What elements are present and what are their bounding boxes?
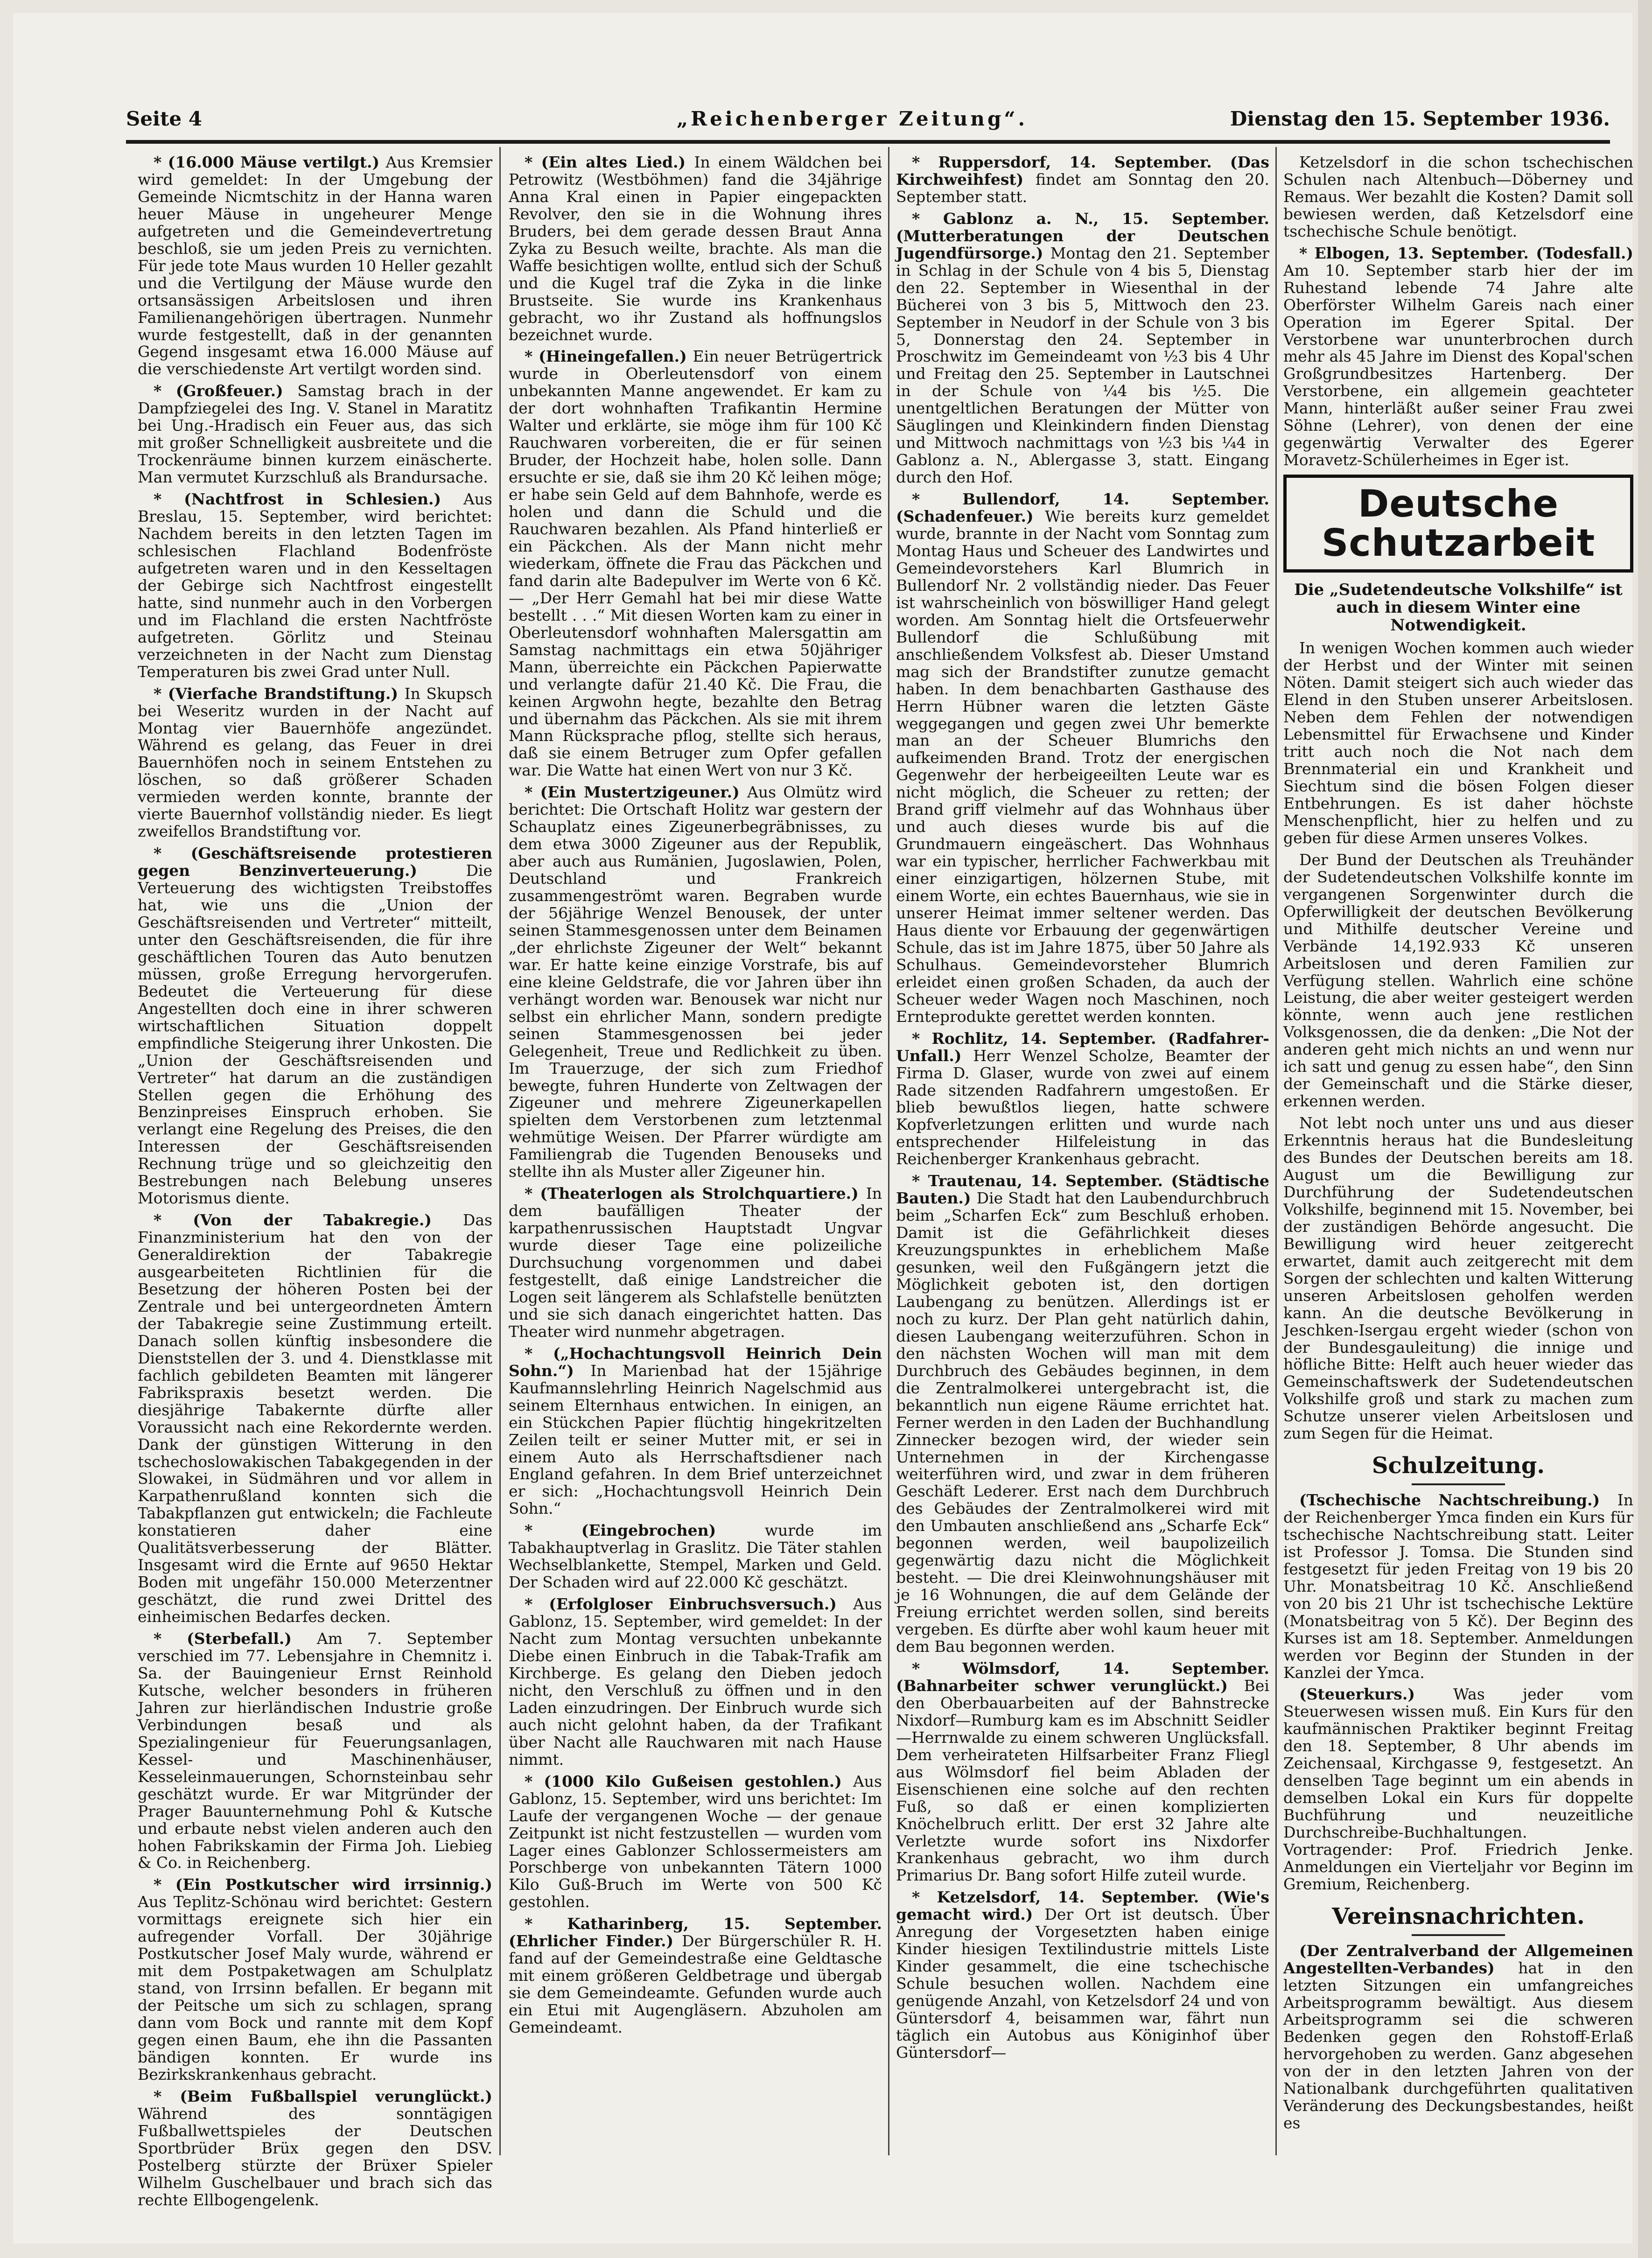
news-item: [1283, 1492, 1633, 1681]
news-item-title: * (Erfolgloser Einbruchsversuch.): [525, 1595, 853, 1614]
news-item-title: * Ruppersdorf, 14. September. (Das Kirchweihfest): [896, 153, 1269, 189]
news-item: [896, 1173, 1269, 1656]
news-item-text: findet am Sonntag den 20. September statt.: [896, 170, 1269, 206]
news-item: [509, 1185, 882, 1341]
news-item-title: * (Ein altes Lied.): [525, 153, 694, 171]
column-divider: [499, 147, 501, 2155]
schutzarbeit-text: [1283, 640, 1633, 1442]
news-item-text: Aus Breslau, 15. September, wird berichtet: Nachdem bereits in den letzten Tagen im schlesischen Flachland Bodenfröste aufgetreten waren und in den Kesseltagen der Gebirge sich Nachtfrost eingestellt hatte, sind nunmehr auch in den Vorbergen und im Flachland die ersten Nachtfröste aufgetreten. Görlitz und Steinau verzeichneten in der Nacht zum Dienstag Temperaturen bis zwei Grad unter Null.: [138, 490, 492, 681]
news-item-text: In der Reichenberger Ymca finden ein Kurs für tschechische Nachtschreibung statt. Leiter ist Professor J. Tomsa. Die Stunden sind festgesetzt für jeden Freitag von 19 bis 20 Uhr. Monatsbeitrag 10 Kč. Anschließend von 20 bis 21 Uhr ist tschechische Lektüre (Monatsbeitrag von 5 Kč). Der Beginn des Kurses ist am 18. September. Anmeldungen werden vor Beginn der Stunden in der Kanzlei der Ymca.: [1283, 1490, 1633, 1682]
news-item: [138, 845, 492, 1207]
news-item-text: In dem baufälligen Theater der karpathenrussischen Hauptstadt Ungvar wurde dieser Tage eine polizeiliche Durchsuchung vorgenommen und dabei festgestellt, daß einige Landstreicher die Logen seit längerem als Schlafstelle benützten und sie sich danach eingerichtet hatten. Das Theater wird nunmehr abgetragen.: [509, 1184, 882, 1341]
news-item-text: Bei den Oberbauarbeiten auf der Bahnstrecke Nixdorf—Rumburg kam es im Abschnitt Seidler—Herrnwalde zu einem schweren Unglücksfall. Dem verheirateten Hilfsarbeiter Franz Fliegl aus Wölmsdorf fiel beim Abladen der Eisenschienen eine solche auf den rechten Fuß, so daß er einen komplizierten Knöchelbruch erlitt. Der erst 32 Jahre alte Verletzte wurde sofort ins Nixdorfer Krankenhaus gebracht, wo ihm durch Primarius Dr. Bang sofort Hilfe zuteil wurde.: [896, 1676, 1269, 1885]
schutzarbeit-paragraph: In wenigen Wochen kommen auch wieder der Herbst und der Winter mit seinen Nöten. Damit steigert sich auch wieder das Elend in den Stuben unserer Arbeitslosen. Neben dem Fehlen der notwendigen Lebensmittel für Erwachsene und Kinder tritt auch noch die Not nach dem Brennmaterial ein und Krankheit und Siechtum sind die bösen Folgen dieser Entbehrungen. Es ist daher höchste Menschenpflicht, hier zu helfen und zu geben für diese Armen unseres Volkes.: [1283, 639, 1633, 847]
news-item: [509, 1915, 882, 2036]
news-item-text: In einem Wäldchen bei Petrowitz (Westböhmen) fand die 34jährige Anna Kral einen in Papier eingepackten Revolver, den sie in die Wohnung ihres Bruders, bei dem gerade dessen Braut Anna Zyka zu Besuch weilte, brachte. Als man die Waffe besichtigen wollte, entlud sich der Schuß und die Kugel traf die Zyka in die linke Brustseite. Sie wurde ins Krankenhaus gebracht, wo ihr Zustand als hoffnungslos bezeichnet wurde.: [509, 153, 882, 344]
news-item: [1283, 154, 1633, 240]
news-item-text: Herr Wenzel Scholze, Beamter der Firma D. Glaser, wurde von zwei auf einem Rade sitzenden Radfahrern umgestoßen. Er blieb bewußtlos liegen, hatte schwere Kopfverletzungen erlitten und wurde nach entsprechender Hilfeleistung in das Reichenberger Krankenhaus gebracht.: [896, 1046, 1269, 1168]
column-divider: [888, 147, 889, 2155]
news-item-text: In Marienbad hat der 15jährige Kaufmannslehrling Heinrich Nagelschmid aus seinem Elternhaus entwichen. In einigen, an ein Stückchen Papier flüchtig hingekritzelten Zeilen teilt er seiner Mutter mit, er sei in einem Auto als Herrschaftsdiener nach England gefahren. In dem Brief unterzeichnet er sich: „Hochachtungsvoll Heinrich Dein Sohn.“: [509, 1361, 882, 1518]
news-item: [138, 491, 492, 680]
page-number: Seite 4: [126, 107, 202, 130]
news-item-title: (Der Zentralverband der Allgemeinen Angestellten-Verbandes): [1283, 1941, 1633, 1977]
news-item-text: wurde im Tabakhauptverlag in Graslitz. Die Täter stahlen Wechselblankette, Stempel, Marken und Geld. Der Schaden wird auf 22.000 Kč geschätzt.: [509, 1521, 882, 1592]
news-item-title: * Gablonz a. N., 15. September. (Mutterberatungen der Deutschen Jugendfürsorge.): [896, 209, 1269, 262]
column-4: [1283, 154, 1633, 2160]
news-item-title: * (Von der Tabakregie.): [154, 1211, 463, 1230]
news-item-text: Wie bereits kurz gemeldet wurde, brannte in der Nacht vom Sonntag zum Montag Haus und Scheuer des Landwirtes und Gemeindevorstehers Karl Blumrich in Bullendorf Nr. 2 vollständig nieder. Das Feuer ist wahrscheinlich von böswilliger Hand gelegt worden. Am Sonntag hielt die Ortsfeuerwehr Bullendorf die Schlußübung mit anschließendem Volksfest ab. Dieser Umstand mag sich der Brandstifter zunutze gemacht haben. In dem benachbarten Gasthause des Herrn Hübner waren die letzten Gäste weggegangen und gegen zwei Uhr bemerkte man an der Scheuer Blumrichs den aufkeimenden Brand. Trotz der energischen Gegenwehr der herbeigeeilten Leute war es nicht möglich, die Scheuer zu retten; der Brand griff vielmehr auf das Wohnhaus über und auch dieses wurde bis auf die Grundmauern eingeäschert. Das Wohnhaus war ein typischer, herrlicher Fachwerkbau mit einer einzigartigen, hölzernen Stube, mit einem Worte, ein echtes Bauernhaus, wie sie in unserer Heimat immer seltener werden. Das Haus diente vor Erbauung der gegenwärtigen Schule, das ist im Jahre 1875, über 50 Jahre als Schulhaus. Gemeindevorsteher Blumrich erleidet einen großen Schaden, da auch der Scheuer weder Wagen noch Maschinen, noch Ernteprodukte gerettet werden konnten.: [896, 507, 1269, 1026]
vereinsnachrichten-heading: Vereinsnachrichten.: [1332, 1903, 1585, 1929]
schutzarbeit-paragraph: Der Bund der Deutschen als Treuhänder der Sudetendeutschen Volkshilfe konnte im vergangenen Sorgenwinter durch die Opferwilligkeit der deutschen Bevölkerung und Mithilfe deutscher Vereine und Verbände 14,192.933 Kč unseren Arbeitslosen und deren Familien zur Verfügung stellen. Wahrlich eine schöne Leistung, die aber weiter gesteigert werden könnte, wenn auch jene restlichen Volksgenossen, die da denken: „Die Not der anderen geht mich nichts an und wenn nur ich satt und genug zu essen habe“, den Sinn der Gemeinschaft und die Stärke dieser, erkennen werden.: [1283, 850, 1633, 1111]
news-item-title: * (Ein Mustertzigeuner.): [525, 783, 747, 802]
news-item-title: (Steuerkurs.): [1299, 1685, 1454, 1704]
schutzarbeit-subheading: Die „Sudetendeutsche Volkshilfe“ ist auch in diesem Winter eine Notwendigkeit.: [1294, 580, 1623, 635]
newspaper-title: „Reichenberger Zeitung“.: [677, 107, 1028, 130]
news-item-text: Ketzelsdorf in die schon tschechischen Schulen nach Altenbuch—Döberney und Remaus. Wer bezahlt die Kosten? Damit soll bewiesen werden, daß Ketzelsdorf eine tschechische Schule benötigt.: [1283, 153, 1633, 240]
page-header: [126, 107, 1610, 140]
news-item: [896, 1030, 1269, 1168]
news-item: [896, 210, 1269, 486]
news-item: [138, 1630, 492, 1872]
section-rule: [1412, 1934, 1505, 1936]
column-divider: [1275, 147, 1277, 2155]
news-item: [509, 154, 882, 343]
issue-date: Dienstag den 15. September 1936.: [1230, 107, 1610, 130]
news-item-title: * Trautenau, 14. September. (Städtische Bauten.): [896, 1172, 1269, 1208]
news-item: [509, 348, 882, 779]
header-rule: [126, 140, 1610, 144]
news-item: [138, 383, 492, 486]
news-item-title: * (Beim Fußballspiel verunglückt.): [154, 2087, 492, 2105]
news-item-text: Aus Gablonz, 15. September, wird gemeldet: In der Nacht zum Montag versuchten unbekannte Diebe einen Einbruch in die Tabak-Trafik am Kirchberge. Es gelang den Dieben jedoch nicht, den Verschluß zu öffnen und in den Laden einzudringen. Der Einbruch wurde sich auch nicht gelohnt haben, da der Trafikant über Nacht alle Rauchwaren mit nach Hause nimmt.: [509, 1595, 882, 1769]
news-item-text: Der Bürgerschüler R. H. fand auf der Gemeindestraße eine Geldtasche mit einem größeren Geldbetrage und übergab sie dem Gemeindeamte. Gefunden wurde auch ein Etui mit Augengläsern. Abzuholen am Gemeindeamt.: [509, 1932, 882, 2037]
news-item-text: Am 7. September verschied im 77. Lebensjahre in Chemnitz i. Sa. der Bauingenieur Ernst Reinhold Kutsche, welcher besonders in früheren Jahren zur hierländischen Industrie große Verbindungen besaß und als Spezialingenieur für Feuerungsanlagen, Kessel- und Maschinenhäuser, Kesseleinmauerungen, Schornsteinbau sehr geschätzt wurde. Er war Mitgründer der Prager Bauunternehmung Pohl & Kutsche und erbaute nebst vielen anderen auch den hohen Fabrikskamin der Firma Joh. Liebieg & Co. in Reichenberg.: [138, 1629, 492, 1872]
news-item-text: Die Stadt hat den Laubendurchbruch beim „Scharfen Eck“ zum Beschluß erhoben. Damit ist die Gefährlichkeit dieses Kreuzungspunktes in erheblichem Maße gesunken, weil den Fußgängern jetzt die Möglichkeit geboten ist, den dortigen Laubengang zu benützen. Allerdings ist er noch zu kurz. Der Plan geht natürlich dahin, diesen Laubengang weiterzuführen. Schon in den nächsten Wochen will man mit dem Durchbruch des Gebäudes beginnen, in dem die Zentralmolkerei untergebracht ist, die bekanntlich nun eigene Räume errichtet hat. Ferner werden in den Laden der Buchhandlung Zinnecker bezogen wird, der wieder sein Unternehmen in der Kirchengasse weiterführen wird, und zwar in dem früheren Geschäft Lederer. Erst nach dem Durchbruch des Gebäudes der Zentralmolkerei wird mit den Umbauten anschließend ans „Scharfe Eck“ begonnen werden, weil baupolizeilich gegenwärtig dazu nicht die Möglichkeit besteht. — Die drei Kleinwohnungshäuser mit je 16 Wohnungen, die auf dem Gelände der Freiung errichtet werden sollen, sind bereits vergeben. Es dürfte aber wohl kaum heuer mit dem Bau begonnen werden.: [896, 1189, 1269, 1656]
news-item: [896, 1660, 1269, 1884]
news-item: [509, 1522, 882, 1591]
news-item: [1283, 1686, 1633, 1893]
news-item: [1283, 245, 1633, 469]
news-item-title: * (Ein Postkutscher wird irrsinnig.): [154, 1875, 492, 1894]
news-item-title: * (Geschäftsreisende protestieren gegen Benzinverteuerung.): [138, 844, 492, 880]
news-item: [896, 154, 1269, 206]
news-item-title: * (Nachtfrost in Schlesien.): [154, 490, 463, 509]
news-item-text: Aus Gablonz, 15. September, wird uns berichtet: Im Laufe der vergangenen Woche — der genaue Zeitpunkt ist nicht festzustellen — wurden vom Lager eines Gablonzer Schlossermeisters am Porschberge von unbekannten Tätern 1000 Kilo Guß-Bruch im Werte von 500 Kč gestohlen.: [509, 1772, 882, 1911]
schulzeitung-heading: Schulzeitung.: [1372, 1453, 1545, 1479]
news-item-text: Samstag brach in der Dampfziegelei des Ing. V. Stanel in Maratitz bei Ung.-Hradisch ein Feuer aus, das sich mit großer Schnelligkeit ausbreitete und die Trockenräume binnen kurzem einäscherte. Man vermutet Kurzschluß als Brandursache.: [138, 382, 492, 487]
news-item-title: * (Sterbefall.): [154, 1629, 317, 1648]
news-item-title: * (Theaterlogen als Strolchquartiere.): [525, 1184, 866, 1203]
news-item: [1283, 1943, 1633, 2132]
column-3: [896, 154, 1269, 2160]
column-1: [138, 153, 492, 2209]
news-item: [509, 1596, 882, 1769]
news-item: [509, 1345, 882, 1518]
news-item-title: * (16.000 Mäuse vertilgt.): [154, 153, 386, 171]
news-item-title: * Elbogen, 13. September. (Todesfall.): [1299, 244, 1633, 262]
news-item-title: * (Vierfache Brandstiftung.): [154, 684, 405, 703]
news-item: [138, 154, 492, 378]
news-item-title: * Bullendorf, 14. September. (Schadenfeuer.): [896, 490, 1269, 526]
news-item-text: Aus Olmütz wird berichtet: Die Ortschaft Holitz war gestern der Schauplatz eines Zigeunerbegräbnisses, zu dem etwa 3000 Zigeuner aus der Republik, aber auch aus Rumänien, Jugoslawien, Polen, Deutschland und Frankreich zusammengeströmt waren. Begraben wurde der 56jährige Wenzel Benousek, der unter seinen Stammesgenossen unter dem Beinamen „der ehrlichste Zigeuner der Welt“ bekannt war. Er hatte keine einzige Vorstrafe, bis auf eine kleine Geldstrafe, die vor Jahren über ihn verhängt worden war. Benousek war nicht nur selbst ein ehrlicher Mann, sondern predigte seinen Stammesgenossen bei jeder Gelegenheit, Treue und Redlichkeit zu üben. Im Trauerzuge, der sich zum Friedhof bewegte, fuhren Hunderte von Zeltwagen der Zigeuner und mehrere Zigeunerkapellen spielten dem Verstorbenen zum letztenmal wehmütige Weisen. Der Pfarrer würdigte am Familiengrab die Tugenden Benouseks und stellte ihn als Muster aller Zigeuner hin.: [509, 783, 882, 1181]
news-item: [509, 1773, 882, 1911]
column-2: [509, 154, 882, 2160]
page-spine-edge: [1638, 0, 1652, 2258]
schulzeitung-items: [1283, 1492, 1633, 1893]
news-item-text: Das Finanzministerium hat den von der Generaldirektion der Tabakregie ausgearbeiteten Richtlinien für die Besetzung der höheren Posten bei der Zentrale und bei untergeordneten Ämtern der Tabakregie seine Zustimmung erteilt. Danach sollen künftig insbesondere die Dienststellen der 3. und 4. Dienstklasse mit fachlich gebildeten Beamten mit längerer Fabrikspraxis besetzt werden. Die diesjährige Tabakernte dürfte aller Voraussicht nach eine Rekordernte werden. Dank der günstigen Witterung in den tschechoslowakischen Tabakgegenden in der Slowakei, in Südmähren und vor allem in Karpathenrußland konnten sich die Tabakpflanzen gut entwickeln; die Fachleute konstatieren daher eine Qualitätsverbesserung der Blätter. Insgesamt wird die Ernte auf 9650 Hektar Boden mit ungefähr 150.000 Meterzentner geschätzt, die rund zwei Drittel des einheimischen Bedarfes decken.: [138, 1211, 492, 1626]
news-item-text: hat in den letzten Sitzungen ein umfangreiches Arbeitsprogramm bewältigt. Aus diesem Arbeitsprogramm sei die schweren Bedenken gegen den Rohstoff-Erlaß hervorgehoben zu werden. Ganz abgesehen von der in den letzten Jahren von der Nationalbank durchgeführten qualitativen Veränderung des Deckungsbestandes, heißt es: [1283, 1958, 1633, 2132]
vereinsnachrichten-items: [1283, 1943, 1633, 2132]
news-item-title: * (1000 Kilo Gußeisen gestohlen.): [525, 1772, 853, 1790]
news-item-text: Ein neuer Betrügertrick wurde in Oberleutensdorf von einem unbekannten Manne angewendet. Er kam zu der dort wohnhaften Trafikantin Hermine Walter und erklärte, sie möge ihm für 100 Kč Rauchwaren vorbereiten, die er für seinen Bruder, der Hochzeit habe, holen solle. Dann ersuchte er sie, daß sie ihm 20 Kč leihen möge; er habe sein Geld auf dem Bahnhofe, werde es holen und dann die Schuld und die Rauchwaren bezahlen. Als Pfand hinterließ er ein Päckchen. Als der Mann nicht mehr wiederkam, öffnete die Frau das Päckchen und fand darin alte Badepulver im Werte von 6 Kč. — „Der Herr Gemahl hat bei mir diese Watte bestellt . . .“ Mit diesen Worten kam zu einer in Oberleutensdorf wohnhaften Malersgattin am Samstag nachmittags ein etwa 50jähriger Mann, überreichte ein Päckchen Papierwatte und verlangte dafür 21.40 Kč. Die Frau, die keinen Argwohn hegte, bezahlte den Betrag und übernahm das Päckchen. Als sie mit ihrem Mann Rücksprache pflog, stellte sich heraus, daß sie einem Betruger zum Opfer gefallen war. Die Watte hat einen Wert von nur 3 Kč.: [509, 347, 882, 780]
news-item: [509, 784, 882, 1181]
column-4-news: [1283, 154, 1633, 469]
schutzarbeit-box: [1283, 475, 1633, 573]
news-item: [138, 685, 492, 841]
news-item-text: Aus Kremsier wird gemeldet: In der Umgebung der Gemeinde Nicmtschitz in der Hanna waren heuer Mäuse in ungeheurer Menge aufgetreten und die Gemeindevertretung beschloß, sie um jeden Preis zu vernichten. Für jede tote Maus wurden 10 Heller gezahlt und die Vertilgung der Mäuse wurde den ortsansässigen Arbeitslosen und ihren Familienangehörigen übertragen. Nunmehr wurde festgestellt, daß in der genannten Gegend insgesamt etwa 16.000 Mäuse auf die verschiedenste Art vertilgt worden sind.: [138, 153, 492, 378]
news-item-text: Während des sonntägigen Fußballwettspieles der Deutschen Sportbrüder Brüx gegen den DSV. Postelberg stürzte der Brüxer Spieler Wilhelm Guschelbauer und brach sich das rechte Ellbogengelenk.: [138, 2104, 492, 2209]
news-item-title: * (Großfeuer.): [154, 382, 298, 400]
news-item-title: * Katharinberg, 15. September. (Ehrlicher Finder.): [509, 1915, 882, 1950]
news-item-text: Die Verteuerung des wichtigsten Treibstoffes hat, wie uns die „Union der Geschäftsreisenden und Vertreter“ mitteilt, unter den Geschäftsreisenden, die für ihre geschäftlichen Touren das Auto benutzen müssen, große Erregung hervorgerufen. Bedeutet die Verteuerung für diese Angestellten doch eine in ihrer schweren wirtschaftlichen Situation doppelt empfindliche Steigerung ihrer Unkosten. Die „Union der Geschäftsreisenden und Vertreter“ hat darum an die zuständigen Stellen gegen die Erhöhung des Benzinpreises Einspruch erhoben. Sie verlangt eine Regelung des Preises, die den Interessen der Geschäftsreisenden Rechnung trüge und so gleichzeitig den Bestrebungen nach Belebung unseres Motorismus diente.: [138, 861, 492, 1208]
news-item: [138, 2088, 492, 2209]
news-item-title: * (Hineingefallen.): [525, 347, 693, 366]
news-item-title: * Rochlitz, 14. September. (Radfahrer-Unfall.): [896, 1029, 1269, 1065]
news-item-title: (Tschechische Nachtschreibung.): [1299, 1490, 1617, 1509]
news-item: [896, 1889, 1269, 2062]
section-rule: [1412, 1483, 1505, 1485]
news-item-text: Der Ort ist deutsch. Über Anregung der Vorgesetzten haben einige Kinder hiesigen Textilindustrie mittels Liste Kinder gesammelt, die eine tschechische Schule besuchen wollen. Nachdem eine genügende Anzahl, von Ketzelsdorf 24 und von Güntersdorf 4, beisammen war, fährt nun täglich ein Autobus aus Königinhof über Güntersdorf—: [896, 1905, 1270, 2062]
news-item-text: Am 10. September starb hier der im Ruhestand lebende 74 Jahre alte Oberförster Wilhelm Gareis nach einer Operation im Egerer Spital. Der Verstorbene war ununterbrochen durch mehr als 45 Jahre im Dienst des Kopal'schen Großgrundbesitzes Hartenberg. Der Verstorbene, ein allgemein geachteter Mann, hinterläßt außer seiner Frau zwei Söhne (Lehrer), von denen der eine gegenwärtig Verwalter des Egerer Moravetz-Schülerheimes in Eger ist.: [1283, 261, 1633, 469]
news-item-title: * (Eingebrochen): [525, 1521, 765, 1540]
news-item-title: * Ketzelsdorf, 14. September. (Wie's gemacht wird.): [896, 1888, 1269, 1924]
news-item: [138, 1212, 492, 1626]
news-item: [138, 1876, 492, 2083]
news-item-text: Was jeder vom Steuerwesen wissen muß. Ein Kurs für den kaufmännischen Praktiker beginnt Freitag den 18. September, 8 Uhr abends im Zeichensaal, Kirchgasse 9, festgesetzt. An denselben Tage beginnt um ein abends in demselben Lokal ein Kurs für doppelte Buchführung und neuzeitliche Durchschreibe-Buchhaltungen. Vortragender: Prof. Friedrich Jenke. Anmeldungen ein Vierteljahr vor Beginn im Gremium, Reichenberg.: [1283, 1685, 1633, 1893]
news-item: [896, 491, 1269, 1026]
news-item-text: Aus Teplitz-Schönau wird berichtet: Gestern vormittags ereignete sich hier ein aufregender Vorfall. Der 30jährige Postkutscher Josef Maly wurde, während er mit dem Postpaketwagen am Schulplatz stand, von Irrsinn befallen. Er begann mit der Peitsche um sich zu schlagen, sprang dann vom Bock und rannte mit dem Kopf gegen einen Baum, ehe ihn die Passanten bändigen konnten. Er wurde ins Bezirkskrankenhaus gebracht.: [138, 1893, 492, 2083]
schutzarbeit-paragraph: Not lebt noch unter uns und aus dieser Erkenntnis heraus hat die Bundesleitung des Bundes der Deutschen bereits am 18. August um die Bewilligung zur Durchführung der Sudetendeutschen Volkshilfe, beginnend mit 15. November, bei der zuständigen Behörde angesucht. Die Bewilligung wird heuer zeitgerecht erwartet, damit auch zeitgerecht mit dem Sorgen der schlechten und kalten Witterung unseren Arbeitslosen geholfen werden kann. An die deutsche Bevölkerung in Jeschken-Isergau ergeht wieder (schon von der Bundesgauleitung) die innige und höfliche Bitte: Helft auch heuer wieder das Gemeinschaftswerk der Sudetendeutschen Volkshilfe groß und stark zu machen zum Schutze unserer vielen Arbeitslosen und zum Segen für die Heimat.: [1283, 1114, 1633, 1443]
news-item-title: * Wölmsdorf, 14. September. (Bahnarbeiter schwer verunglückt.): [896, 1659, 1269, 1695]
news-item-text: In Skupsch bei Weseritz wurden in der Nacht auf Montag vier Bauernhöfe angezündet. Während es gelang, das Feuer in drei Bauernhöfen noch in seinem Entstehen zu löschen, so daß größerer Schaden vermieden werden konnte, brannte der vierte Bauernhof vollständig nieder. Es liegt zweifellos Brandstiftung vor.: [138, 684, 492, 841]
news-item-title: * („Hochachtungsvoll Heinrich Dein Sohn.“): [509, 1344, 882, 1380]
news-item-text: Montag den 21. September in Schlag in der Schule von 4 bis 5, Dienstag den 22. September in Wiesenthal in der Bücherei von 3 bis 5, Mittwoch den 23. September in Neudorf in der Schule von 3 bis 5, Donnerstag den 24. September in Proschwitz im Gemeindeamt von ½3 bis 4 Uhr und Freitag den 25. September in Lautschnei in der Schule von ¼4 bis ½5. Die unentgeltlichen Beratungen der Mütter von Säuglingen und Kleinkindern finden Dienstag und Mittwoch nachmittags von ½3 bis ¼4 in Gablonz a. N., Ablergasse 3, statt. Eingang durch den Hof.: [896, 244, 1269, 487]
schutzarbeit-heading: Deutsche Schutzarbeit: [1321, 482, 1596, 565]
